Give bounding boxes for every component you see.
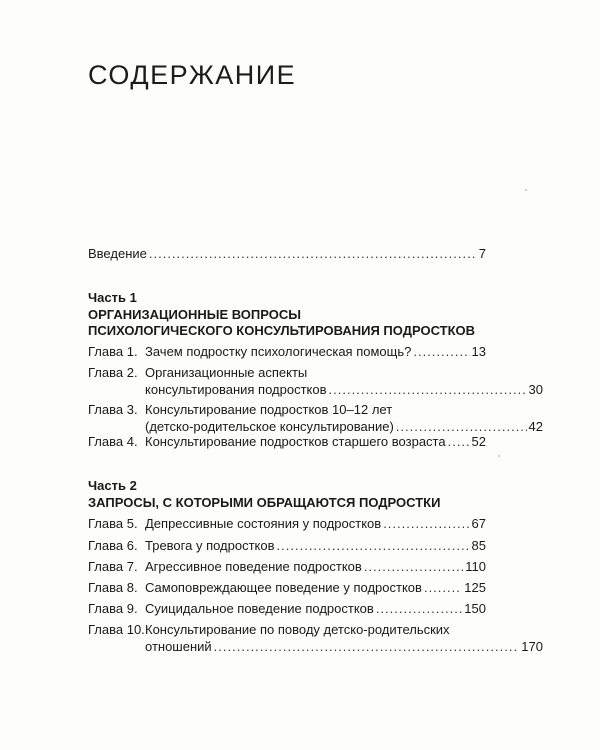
toc-page-number: 7 — [478, 246, 486, 261]
chapter-title: Самоповреждающее поведение у подростков — [145, 580, 422, 595]
chapter-title: Депрессивные состояния у подростков — [145, 516, 382, 531]
chapter-label: Глава 6. — [88, 538, 138, 553]
chapter-label: Глава 5. — [88, 516, 138, 531]
chapter-title: Суицидальное поведение подростков — [145, 601, 374, 616]
dot-leader — [364, 558, 463, 575]
toc-entry-title: Введение — [88, 246, 147, 261]
chapter-title: Консультирование по поводу детско-родительских — [145, 622, 450, 637]
part-2-label: Часть 2 — [88, 478, 137, 493]
chapter-label: Глава 9. — [88, 601, 138, 616]
toc-entry-chapter-4[interactable] — [88, 433, 486, 450]
dot-leader — [376, 600, 462, 617]
toc-entry-chapter-1[interactable] — [88, 343, 486, 360]
dot-leader — [448, 433, 470, 450]
chapter-label: Глава 7. — [88, 559, 138, 574]
toc-page-number: 42 — [528, 419, 543, 434]
toc-entry-chapter-9[interactable] — [88, 600, 486, 617]
toc-entry-chapter-2[interactable] — [88, 364, 543, 398]
page-title: СОДЕРЖАНИЕ — [88, 60, 297, 90]
chapter-title-continued: отношений — [145, 639, 212, 654]
toc-entry-chapter-8[interactable] — [88, 579, 486, 596]
chapter-title: Организационные аспекты — [145, 365, 308, 380]
chapter-title: Зачем подростку психологическая помощь? — [145, 344, 412, 359]
chapter-label: Глава 2. — [88, 365, 138, 380]
toc-entry-chapter-10[interactable] — [88, 621, 543, 655]
chapter-title: Агрессивное поведение подростков — [145, 559, 362, 574]
dot-leader — [424, 579, 462, 596]
chapter-title: Консультирование подростков старшего возраста — [145, 434, 446, 449]
toc-entry-chapter-3[interactable] — [88, 401, 543, 435]
toc-page-number: 170 — [521, 639, 543, 654]
chapter-title-continued: (детско-родительское консультирование) — [145, 419, 394, 434]
toc-page-number: 13 — [471, 344, 486, 359]
toc-entry-chapter-7[interactable] — [88, 558, 486, 575]
part-1-label: Часть 1 — [88, 290, 137, 305]
chapter-label: Глава 1. — [88, 344, 138, 359]
dot-leader — [214, 638, 520, 655]
part-2-title: ЗАПРОСЫ, С КОТОРЫМИ ОБРАЩАЮТСЯ ПОДРОСТКИ — [88, 495, 441, 510]
chapter-label: Глава 10. — [88, 622, 145, 637]
toc-page-number: 52 — [471, 434, 486, 449]
toc-page-number: 85 — [471, 538, 486, 553]
chapter-label: Глава 3. — [88, 402, 138, 417]
part-1-title-line-1: ОРГАНИЗАЦИОННЫЕ ВОПРОСЫ — [88, 307, 301, 322]
chapter-title-continued: консультирования подростков — [145, 382, 327, 397]
toc-page-number: 125 — [464, 580, 486, 595]
chapter-title: Тревога у подростков — [145, 538, 275, 553]
chapter-label: Глава 8. — [88, 580, 138, 595]
part-1-title-line-2: ПСИХОЛОГИЧЕСКОГО КОНСУЛЬТИРОВАНИЯ ПОДРОСТКОВ — [88, 323, 476, 338]
toc-page-number: 67 — [471, 516, 486, 531]
dot-leader — [277, 537, 470, 554]
dot-leader — [149, 245, 477, 262]
toc-entry-chapter-6[interactable] — [88, 537, 486, 554]
scan-speck — [498, 455, 500, 457]
dot-leader — [383, 515, 469, 532]
dot-leader — [413, 343, 469, 360]
scan-speck — [525, 189, 527, 191]
chapter-label: Глава 4. — [88, 434, 138, 449]
toc-page-number: 110 — [465, 559, 486, 574]
chapter-title: Консультирование подростков 10–12 лет — [145, 402, 393, 417]
toc-entry-chapter-5[interactable] — [88, 515, 486, 532]
toc-entry-intro[interactable] — [88, 245, 486, 262]
toc-page-number: 30 — [528, 382, 543, 397]
dot-leader — [329, 381, 527, 398]
toc-page-number: 150 — [464, 601, 486, 616]
